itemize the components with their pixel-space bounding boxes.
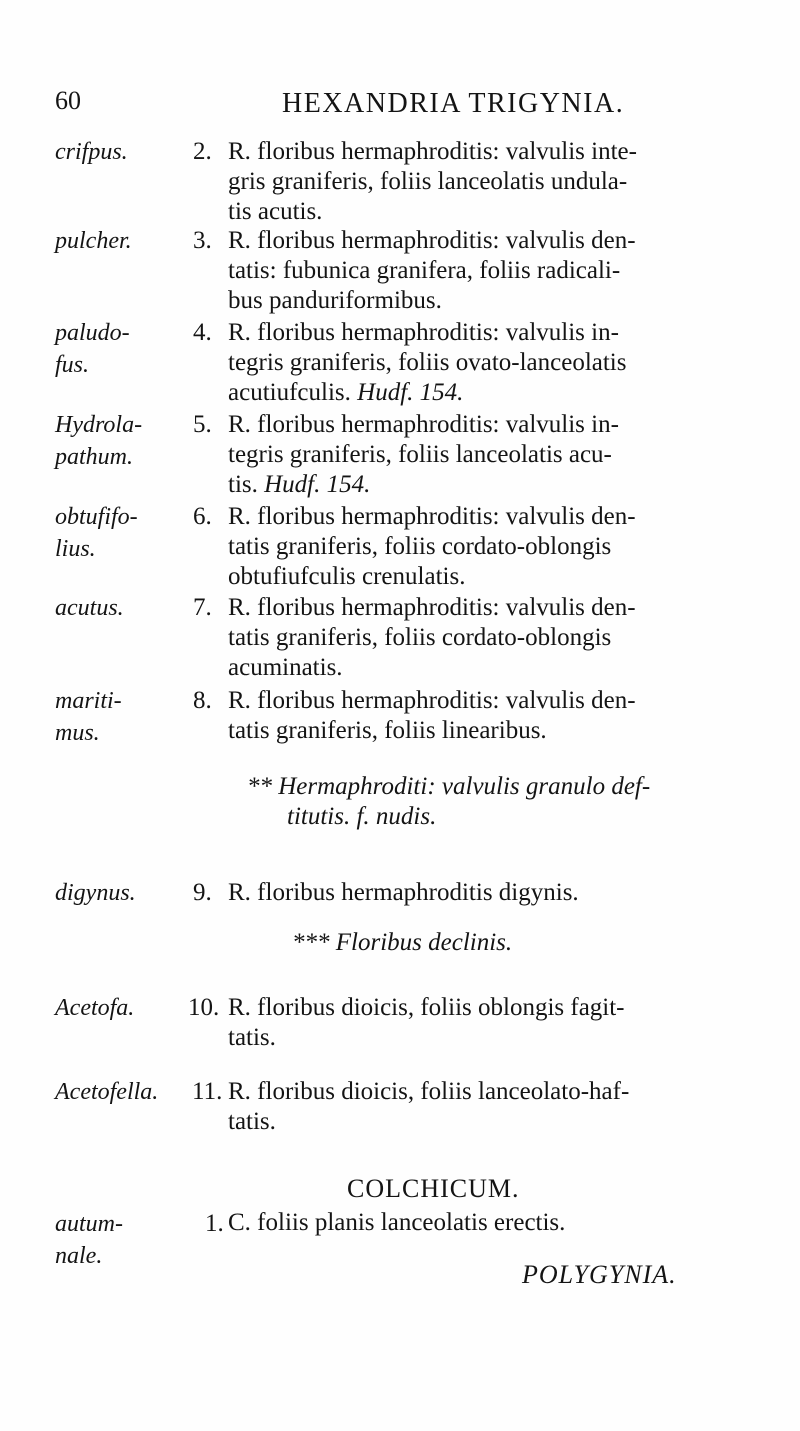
margin-species-name: pulcher. xyxy=(55,228,132,254)
margin-species-name: Acetofa. xyxy=(55,995,135,1021)
running-head: HEXANDRIA TRIGYNIA. xyxy=(282,88,625,119)
margin-species-name: paludo- fus. xyxy=(55,320,130,378)
margin-species-name: obtufifo- lius. xyxy=(55,504,138,562)
entry-number: 8. xyxy=(193,687,212,714)
page-header xyxy=(55,76,755,119)
entry-number: 4. xyxy=(193,319,212,346)
page-number: 60 xyxy=(55,86,81,115)
entry-number: 9. xyxy=(193,879,212,906)
entry-text: R. floribus hermaphroditis: valvulis den- tatis graniferis, foliis cordato-oblongis acuminatis. xyxy=(228,594,636,681)
entry-text: R. floribus hermaphroditis digynis. xyxy=(228,879,579,906)
entry-text: R. floribus hermaphroditis: valvulis den- tatis graniferis, foliis linearibus. xyxy=(228,687,636,744)
entry-number: 6. xyxy=(193,503,212,530)
entry-number: 7. xyxy=(193,594,212,621)
catchword: POLYGYNIA. xyxy=(522,1260,677,1289)
entry-text: C. foliis planis lanceolatis erectis. xyxy=(228,1209,566,1236)
entry-text: R. floribus hermaphroditis: valvulis den- tatis graniferis, foliis cordato-oblongis obtufiufculis crenulatis. xyxy=(228,503,636,590)
entry-number: 10. xyxy=(188,994,220,1021)
section-heading-hermaphroditi: ** Hermaphroditi: valvulis granulo def- titutis. f. nudis. xyxy=(247,773,651,830)
margin-species-name: acutus. xyxy=(55,595,124,621)
margin-species-name: crifpus. xyxy=(55,139,128,165)
margin-species-name: autum- nale. xyxy=(55,1211,123,1269)
literature-reference: Hudf. 154. xyxy=(264,471,371,498)
entry-number: 2. xyxy=(193,138,212,165)
literature-reference: Hudf. 154. xyxy=(357,379,464,406)
genus-heading: COLCHICUM. xyxy=(347,1174,520,1203)
entry-number: 3. xyxy=(193,227,212,254)
entry-number: 11. xyxy=(192,1078,223,1105)
entry-number: 5. xyxy=(193,411,212,438)
entry-text: R. floribus hermaphroditis: valvulis inte- gris graniferis, foliis lanceolatis undula- tis acutis. xyxy=(228,138,637,225)
entry-text: R. floribus hermaphroditis: valvulis den- tatis: fubunica granifera, foliis radicali- bus panduriformibus. xyxy=(228,227,636,314)
entry-text: R. floribus hermaphroditis: valvulis in- tegris graniferis, foliis lanceolatis acu- tis. Hudf. 154. xyxy=(228,411,619,498)
entry-number: 1. xyxy=(205,1210,224,1237)
margin-species-name: digynus. xyxy=(55,880,136,906)
margin-species-name: Acetofella. xyxy=(55,1079,159,1105)
entry-text: R. floribus dioicis, foliis oblongis fagit- tatis. xyxy=(228,994,625,1051)
margin-species-name: mariti- mus. xyxy=(55,688,122,746)
margin-species-name: Hydrola- pathum. xyxy=(55,412,143,470)
section-heading-declinis: *** Floribus declinis. xyxy=(292,929,513,956)
entry-text: R. floribus hermaphroditis: valvulis in- tegris graniferis, foliis ovato-lanceolatis acutiufculis. Hudf. 154. xyxy=(228,319,627,406)
entry-text: R. floribus dioicis, foliis lanceolato-haf- tatis. xyxy=(228,1078,630,1135)
